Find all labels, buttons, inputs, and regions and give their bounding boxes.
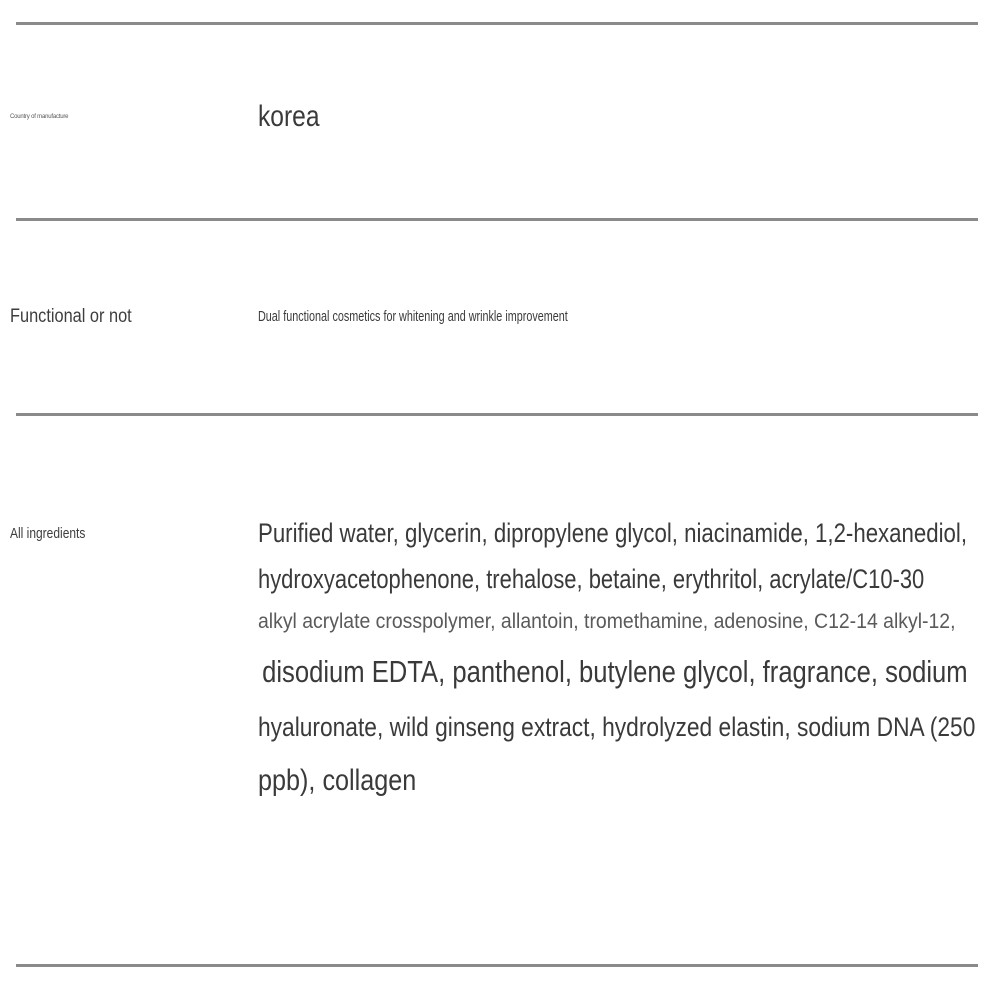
country-value: korea — [258, 100, 320, 133]
divider-top — [16, 22, 978, 25]
ingredients-line: Purified water, glycerin, dipropylene glycol, niacinamide, 1,2-hexanediol, — [258, 518, 968, 548]
ingredients-value — [258, 518, 978, 804]
ingredients-line: alkyl acrylate crosspolymer, allantoin, tromethamine, adenosine, C12-14 alkyl-12, — [258, 610, 956, 633]
ingredients-line: disodium EDTA, panthenol, butylene glycol, fragrance, sodium — [262, 654, 968, 689]
divider-bottom — [16, 964, 978, 967]
divider-1 — [16, 218, 978, 221]
country-label: Country of manufacture — [10, 114, 69, 120]
ingredients-line: hyaluronate, wild ginseng extract, hydrolyzed elastin, sodium DNA (250 — [258, 712, 976, 742]
functional-label: Functional or not — [10, 306, 132, 327]
functional-value: Dual functional cosmetics for whitening and wrinkle improvement — [258, 308, 568, 325]
ingredients-label: All ingredients — [10, 525, 86, 542]
divider-2 — [16, 413, 978, 416]
ingredients-line: ppb), collagen — [258, 764, 417, 797]
ingredients-line: hydroxyacetophenone, trehalose, betaine, erythritol, acrylate/C10-30 — [258, 564, 925, 594]
